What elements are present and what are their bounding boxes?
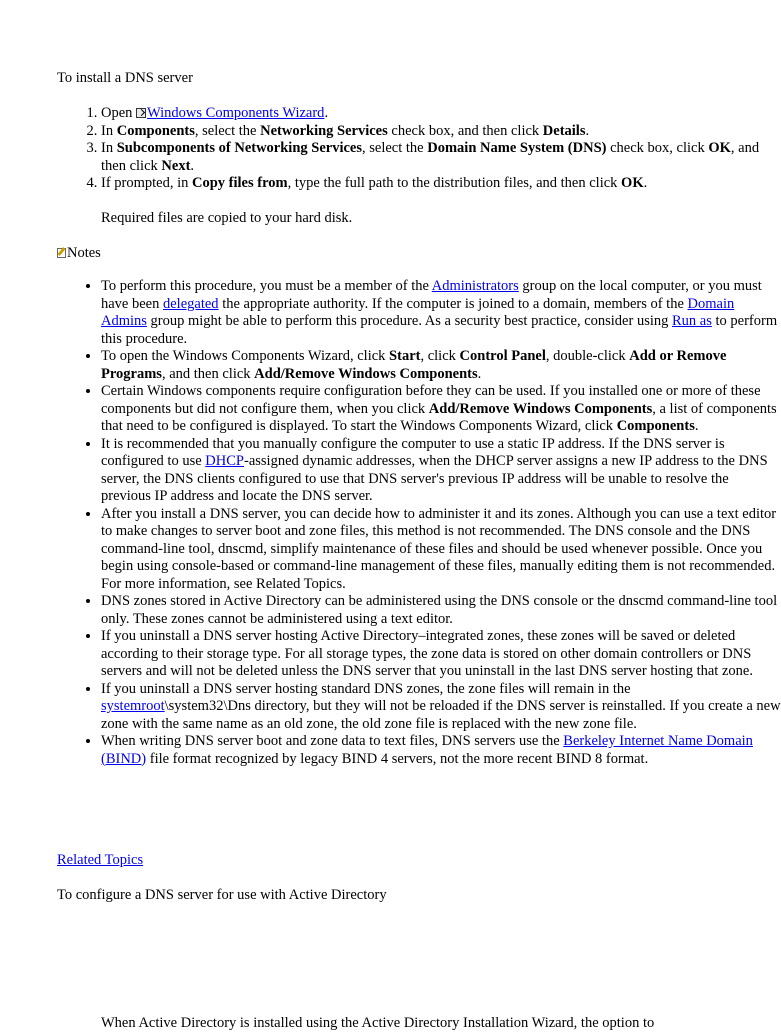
- domain-admins-link[interactable]: Domain Admins: [101, 295, 735, 329]
- note-item: • To open the Windows Components Wizard, click Start, click Control Panel, double-click Add or Remove Programs, and then click Add/Remove Windows Components.: [101, 348, 781, 383]
- install-steps-list: [57, 105, 761, 193]
- note-item: • It is recommended that you manually configure the computer to use a static IP address. If the DNS server is configured to use DHCP-assigned dynamic addresses, when the DHCP server assigns a new IP address to the DNS server, the DNS clients configured to use that DNS server's previous IP address will be unable to resolve the previous IP address and locate the DNS server.: [101, 436, 781, 506]
- systemroot-link[interactable]: systemroot: [101, 698, 165, 714]
- note-icon: [57, 248, 66, 258]
- administrators-link[interactable]: Administrators: [431, 278, 519, 294]
- related-topics-link[interactable]: Related Topics: [57, 852, 144, 868]
- step-item: 3. In Subcomponents of Networking Services, select the Domain Name System (DNS) check box, click OK, and then click Next.: [101, 140, 761, 175]
- run-as-link[interactable]: Run as: [672, 313, 712, 329]
- step-item: 2. In Components, select the Networking Services check box, and then click Details.: [101, 123, 761, 141]
- bind-link[interactable]: Berkeley Internet Name Domain (BIND): [101, 733, 753, 767]
- windows-components-wizard-link[interactable]: Windows Components Wizard: [147, 105, 325, 121]
- note-item: • When writing DNS server boot and zone data to text files, DNS servers use the Berkeley Internet Name Domain (BIND) file format recognized by legacy BIND 4 servers, not the more recent BIND 8 format.: [101, 733, 781, 768]
- note-item: • If you uninstall a DNS server hosting standard DNS zones, the zone files will remain in the systemroot\system32\Dns directory, but they will not be reloaded if the DNS server is reinstalled. If you create a new zone with the same name as an old zone, the old zone file is replaced with the new zone file.: [101, 681, 781, 734]
- configure-heading: To configure a DNS server for use with Active Directory: [57, 887, 387, 903]
- note-item: • After you install a DNS server, you can decide how to administer it and its zones. Although you can use a text editor to make changes to server boot and zone files, this method is not recommended. The DNS console and the DNS command-line tool, dnscmd, simplify maintenance of these files and should be used whenever possible. Once you begin using console-based or command-line management of these files, manually editing them is not recommended. For more information, see Related Topics.: [101, 506, 781, 594]
- step-item: 1. Open Windows Components Wizard.: [101, 105, 761, 123]
- step-item: 4. If prompted, in Copy files from, type the full path to the distribution files, and then click OK.: [101, 175, 761, 193]
- cut-off-paragraph: When Active Directory is installed using the Active Directory Installation Wizard, the option to: [101, 1015, 655, 1031]
- step-result-text: Required files are copied to your hard disk.: [101, 210, 353, 226]
- external-link-icon: [136, 108, 146, 118]
- notes-heading: Notes: [57, 245, 101, 263]
- note-item: • DNS zones stored in Active Directory can be administered using the DNS console or the dnscmd command-line tool only. These zones cannot be administered using a text editor.: [101, 593, 781, 628]
- dhcp-link[interactable]: DHCP: [205, 453, 244, 469]
- notes-list: [57, 278, 781, 768]
- note-item: • If you uninstall a DNS server hosting Active Directory–integrated zones, these zones will be saved or deleted according to their storage type. For all storage types, the zone data is stored on other domain controllers or DNS servers and will not be deleted unless the DNS server that you uninstall in the last DNS server hosting that zone.: [101, 628, 781, 681]
- delegated-link[interactable]: delegated: [163, 295, 219, 312]
- section-heading: To install a DNS server: [57, 70, 193, 86]
- note-item: • Certain Windows components require configuration before they can be used. If you installed one or more of these components but did not configure them, when you click Add/Remove Windows Components, a list of components that need to be configured is displayed. To start the Windows Components Wizard, click Components.: [101, 383, 781, 436]
- note-item: • To perform this procedure, you must be a member of the Administrators group on the local computer, or you must have been delegated the appropriate authority. If the computer is joined to a domain, members of the Domain Admins group might be able to perform this procedure. As a security best practice, consider using Run as to perform this procedure.: [101, 278, 781, 348]
